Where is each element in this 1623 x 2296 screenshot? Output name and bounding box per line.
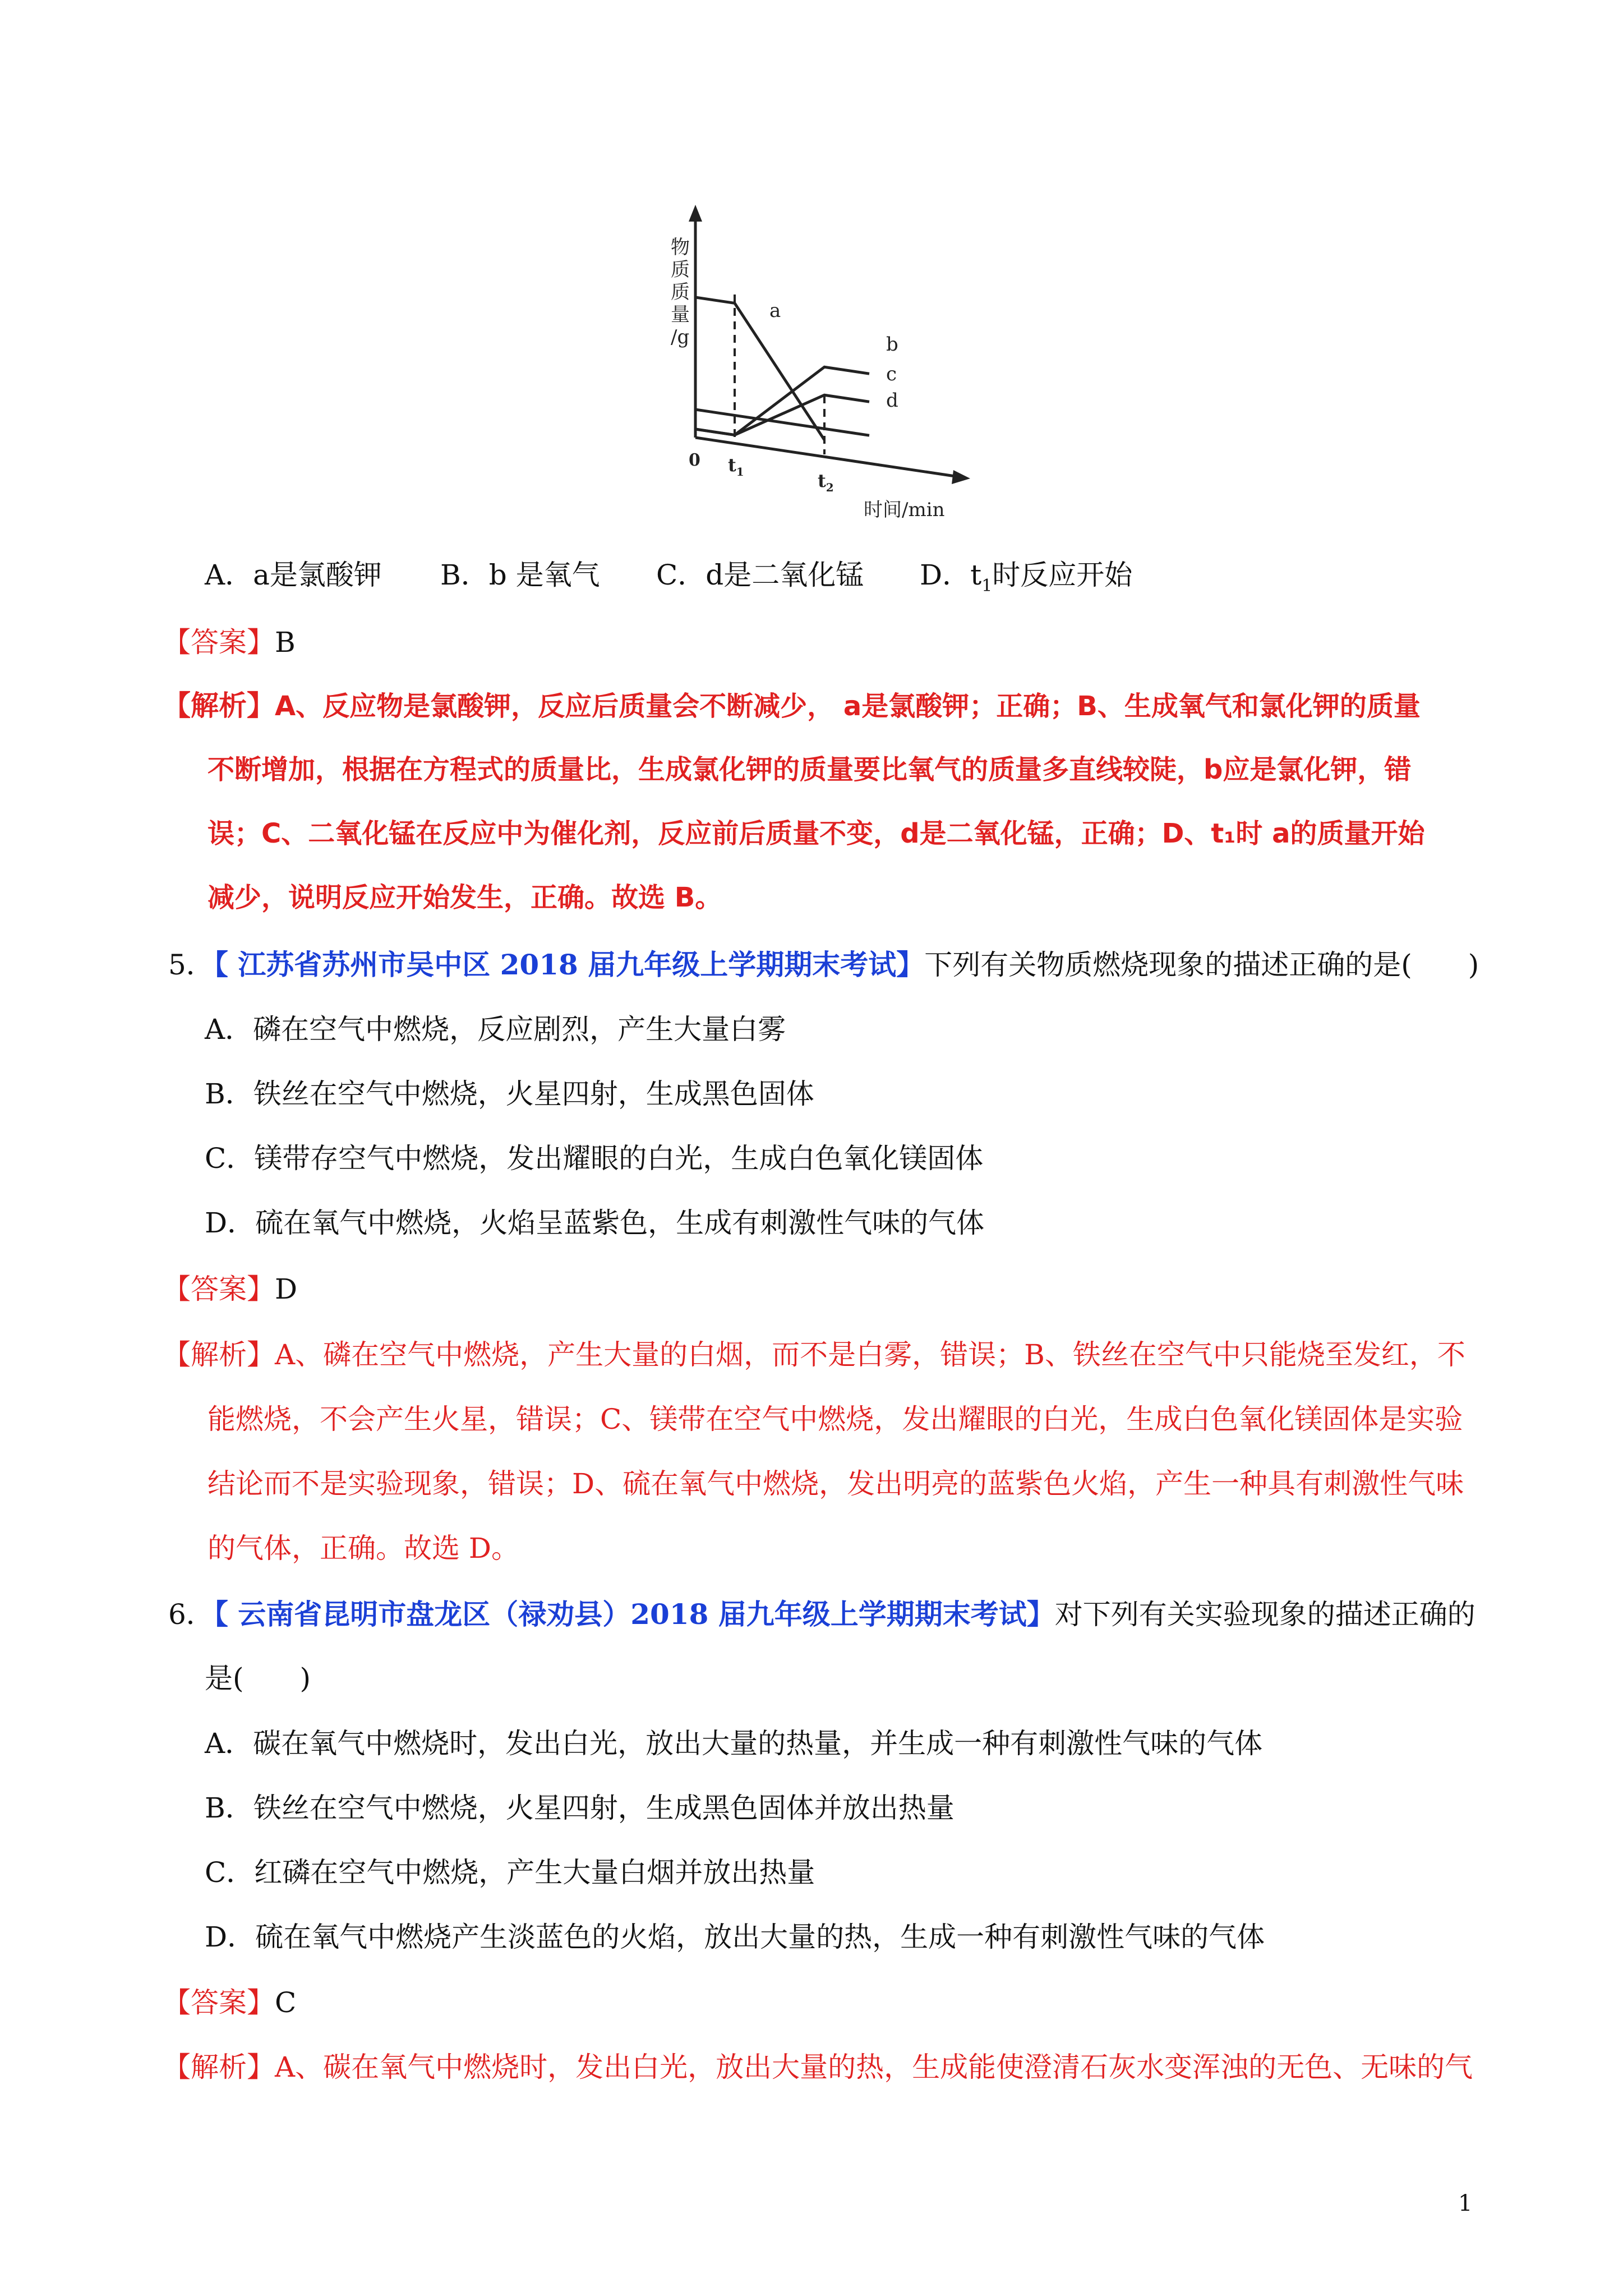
y-axis-label-char: 物 (671, 236, 690, 259)
q4-option-b (440, 558, 600, 592)
q6-option-b: B．铁丝在空气中燃烧，火星四射，生成黑色固体并放出热量 (205, 1792, 955, 1824)
q6-option-a: A．碳在氧气中燃烧时，发出白光，放出大量的热量，并生成一种有刺激性气味的气体 (205, 1727, 1263, 1760)
q5-analysis-line-2: 能燃烧，不会产生火星，错误；C、镁带在空气中燃烧，发出耀眼的白光，生成白色氧化镁固体是实验 (208, 1403, 1463, 1435)
y-axis-label-char: 量 (671, 303, 690, 326)
q4-option-c (656, 558, 864, 592)
answer-tag: 【答案】 (163, 1986, 275, 2019)
y-axis-label-char: 质 (671, 259, 690, 281)
y-axis-label-char: /g (671, 326, 690, 348)
q6-answer (163, 1986, 296, 2019)
option-letter: A． (205, 559, 253, 591)
q5-option-c: C．镁带存空气中燃烧，发出耀眼的白光，生成白色氧化镁固体 (205, 1142, 984, 1175)
y-axis-label-char: 质 (671, 281, 690, 303)
option-text: t (970, 559, 982, 591)
q5-analysis-line-1 (163, 1338, 1465, 1372)
answer-tag: 【答案】 (163, 626, 275, 659)
q5-option-a: A．磷在空气中燃烧，反应剧烈，产生大量白雾 (205, 1013, 786, 1046)
answer-value: D (275, 1273, 298, 1305)
q4-analysis-line-2: 不断增加，根据在方程式的质量比，生成氯化钾的质量要比氧气的质量多直线较陡，b应是氯化钾，错 (208, 754, 1412, 785)
mass-time-graph (673, 202, 987, 527)
curve-label-c: c (886, 363, 897, 385)
answer-value: B (275, 626, 296, 659)
option-letter: B． (440, 559, 489, 591)
q6-option-c: C．红磷在空气中燃烧，产生大量白烟并放出热量 (205, 1856, 815, 1889)
analysis-text: A、碳在氧气中燃烧时，发出白光，放出大量的热，生成能使澄清石灰水变浑浊的无色、无味的气 (275, 2051, 1473, 2083)
page-number: 1 (1458, 2191, 1473, 2216)
q6-analysis-line-1 (163, 2050, 1473, 2084)
analysis-tag: 【解析】 (163, 2051, 275, 2083)
question-stem: 下列有关物质燃烧现象的描述正确的是( ) (924, 949, 1479, 981)
q4-option-a (205, 558, 382, 592)
t1-label: $t_1$ (728, 454, 744, 478)
question-number: 6． (168, 1598, 214, 1631)
option-text: 时反应开始 (992, 559, 1133, 591)
option-text: a是氯酸钾 (253, 559, 382, 591)
q6-stem-line-2: 是( ) (205, 1662, 311, 1695)
q5-analysis-line-4: 的气体，正确。故选 D。 (208, 1532, 519, 1565)
option-text: d是二氧化锰 (706, 559, 864, 591)
q6-stem-line-1 (168, 1598, 1476, 1631)
x-axis-label: 时间/min (864, 499, 945, 521)
curve-label-b: b (886, 333, 898, 356)
q6-option-d: D．硫在氧气中燃烧产生淡蓝色的火焰，放出大量的热，生成一种有刺激性气味的气体 (205, 1921, 1265, 1953)
answer-value: C (275, 1986, 297, 2019)
t2-label: $t_2$ (818, 470, 834, 494)
q4-analysis-line-4: 减少，说明反应开始发生，正确。故选 B。 (208, 882, 722, 913)
option-letter: D． (920, 559, 971, 591)
question-number: 5． (168, 949, 214, 981)
series-line-c (695, 395, 869, 435)
question-source: 【 江苏省苏州市吴中区 2018 届九年级上学期期末考试】 (214, 948, 925, 981)
analysis-tag: 【解析】 (163, 1338, 275, 1371)
question-source: 【 云南省昆明市盘龙区（禄劝县）2018 届九年级上学期期末考试】 (214, 1598, 1055, 1631)
analysis-text: A、反应物是氯酸钾，反应后质量会不断减少， a是氯酸钾；正确；B、生成氧气和氯化钾的质量 (275, 691, 1421, 722)
analysis-text: A、磷在空气中燃烧，产生大量的白烟，而不是白雾，错误；B、铁丝在空气中只能烧至发红，不 (275, 1338, 1465, 1371)
curve-label-d: d (886, 389, 898, 412)
option-letter: C． (656, 559, 706, 591)
q5-answer (163, 1272, 297, 1306)
option-subscript: 1 (981, 576, 993, 596)
q5-option-b: B．铁丝在空气中燃烧，火星四射，生成黑色固体 (205, 1078, 814, 1110)
q4-option-d (920, 558, 1132, 596)
q5-option-d: D．硫在氧气中燃烧，火焰呈蓝紫色，生成有刺激性气味的气体 (205, 1207, 985, 1239)
q4-analysis-line-3: 误；C、二氧化锰在反应中为催化剂，反应前后质量不变，d是二氧化锰，正确；D、t₁时 a的质量开始 (208, 818, 1425, 849)
analysis-tag: 【解析】 (163, 689, 275, 722)
q4-analysis-line-1 (163, 689, 1421, 723)
q4-answer (163, 625, 296, 659)
answer-tag: 【答案】 (163, 1273, 275, 1305)
x-axis-arrow (952, 470, 970, 484)
q5-analysis-line-3: 结论而不是实验现象，错误；D、硫在氧气中燃烧，发出明亮的蓝紫色火焰，产生一种具有刺激性气味 (208, 1467, 1464, 1500)
y-axis-arrow (689, 205, 702, 222)
series-group (695, 297, 869, 440)
question-stem: 对下列有关实验现象的描述正确的 (1054, 1598, 1476, 1631)
option-text: b 是氧气 (488, 559, 600, 591)
origin-label: 0 (689, 450, 700, 470)
curve-label-a: a (769, 300, 781, 322)
q5-stem (168, 948, 1479, 982)
